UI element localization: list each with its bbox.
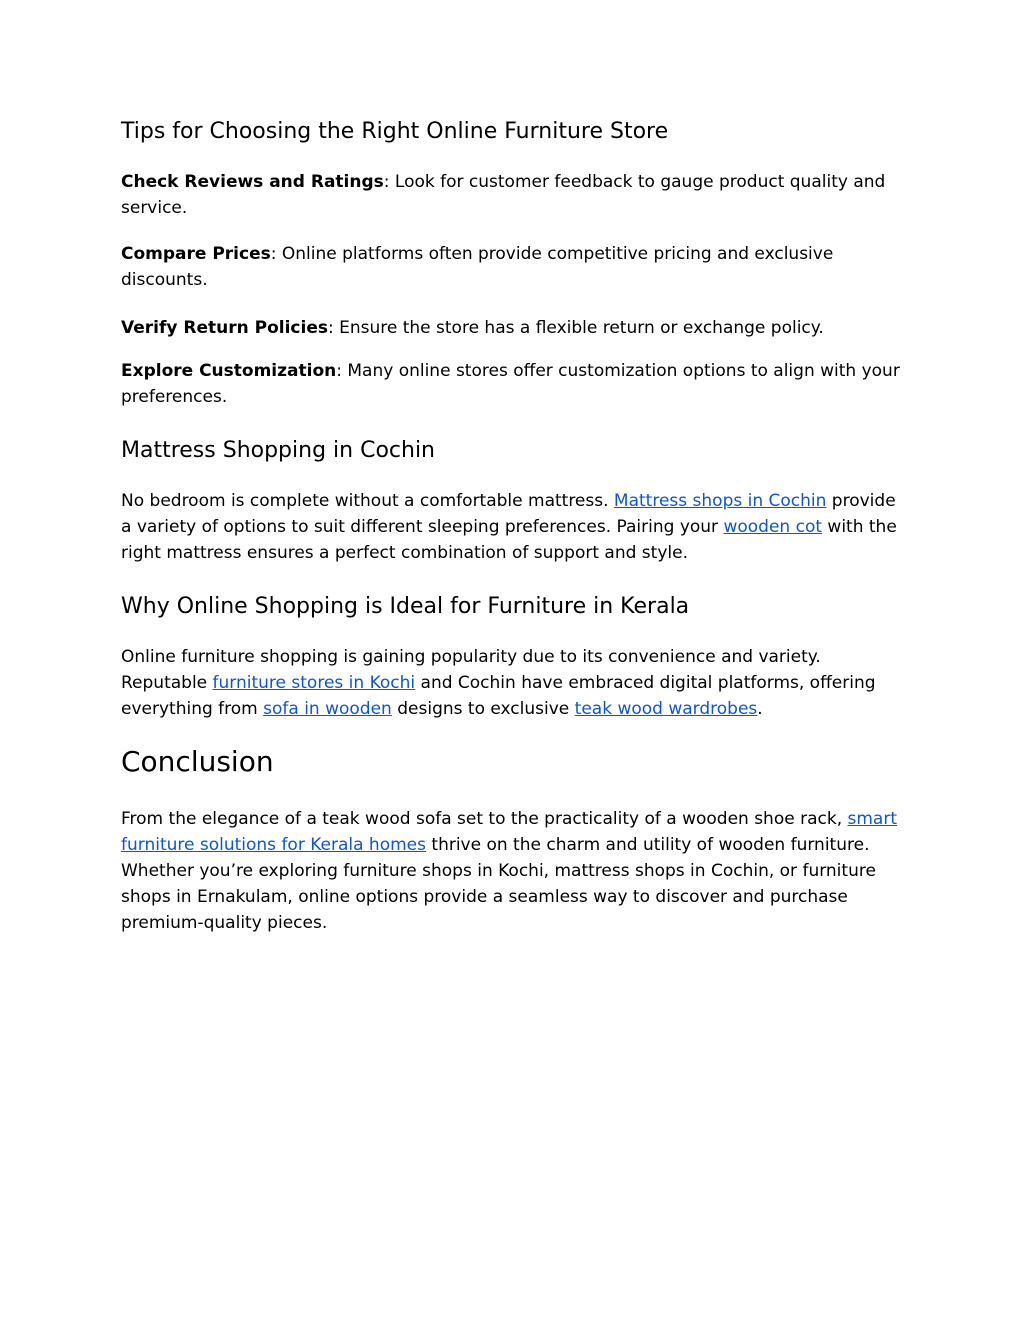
mattress-shops-link[interactable]: Mattress shops in Cochin (613, 491, 827, 511)
tip-text: : Look for customer feedback to gauge product quality and service. (121, 172, 886, 218)
paragraph-text: Online furniture shopping is gaining popularity due to its convenience and variety. Reputable (121, 647, 821, 693)
tip-term: Check Reviews and Ratings (121, 172, 384, 192)
smart-furniture-link[interactable]: smart furniture solutions for Kerala homes (121, 809, 898, 855)
paragraph-text: provide a variety of options to suit different sleeping preferences. Pairing your (121, 491, 896, 537)
tip-term: Verify Return Policies (121, 318, 328, 338)
paragraph-text: designs to exclusive (391, 699, 575, 719)
paragraph-text: . (757, 699, 763, 719)
tip-term: Explore Customization (121, 361, 337, 381)
tip-reviews (121, 169, 906, 221)
tip-prices (121, 241, 906, 293)
paragraph-text: with the right mattress ensures a perfect combination of support and style. (121, 517, 897, 563)
wooden-cot-link[interactable]: wooden cot (723, 517, 823, 537)
why-heading: Why Online Shopping is Ideal for Furniture in Kerala (121, 594, 690, 619)
why-paragraph (121, 644, 906, 722)
paragraph-text: From the elegance of a teak wood sofa set to the practicality of a wooden shoe rack, (121, 809, 848, 829)
mattress-heading: Mattress Shopping in Cochin (121, 438, 436, 463)
tip-text: : Many online stores offer customization options to align with your preferences. (121, 361, 900, 407)
furniture-stores-kochi-link[interactable]: furniture stores in Kochi (212, 673, 416, 693)
conclusion-heading: Conclusion (121, 745, 274, 778)
tips-heading: Tips for Choosing the Right Online Furniture Store (121, 119, 669, 144)
tip-term: Compare Prices (121, 244, 271, 264)
paragraph-text: thrive on the charm and utility of wooden furniture. Whether you’re exploring furniture shops in Kochi, mattress shops in Cochin, or furniture shops in Ernakulam, online options provide a seamless way to discover and purchase premium-quality pieces. (121, 835, 876, 933)
tip-return (121, 315, 906, 341)
paragraph-text: and Cochin have embraced digital platforms, offering everything from (121, 673, 876, 719)
mattress-paragraph (121, 488, 906, 566)
conclusion-paragraph (121, 806, 906, 936)
tip-text: : Ensure the store has a flexible return or exchange policy. (327, 318, 824, 338)
sofa-in-wooden-link[interactable]: sofa in wooden (263, 699, 392, 719)
tip-customization (121, 358, 906, 410)
tip-text: : Online platforms often provide competitive pricing and exclusive discounts. (121, 244, 834, 290)
paragraph-text: No bedroom is complete without a comfortable mattress. (121, 491, 614, 511)
document-page (121, 117, 906, 936)
teak-wood-wardrobes-link[interactable]: teak wood wardrobes (574, 699, 758, 719)
